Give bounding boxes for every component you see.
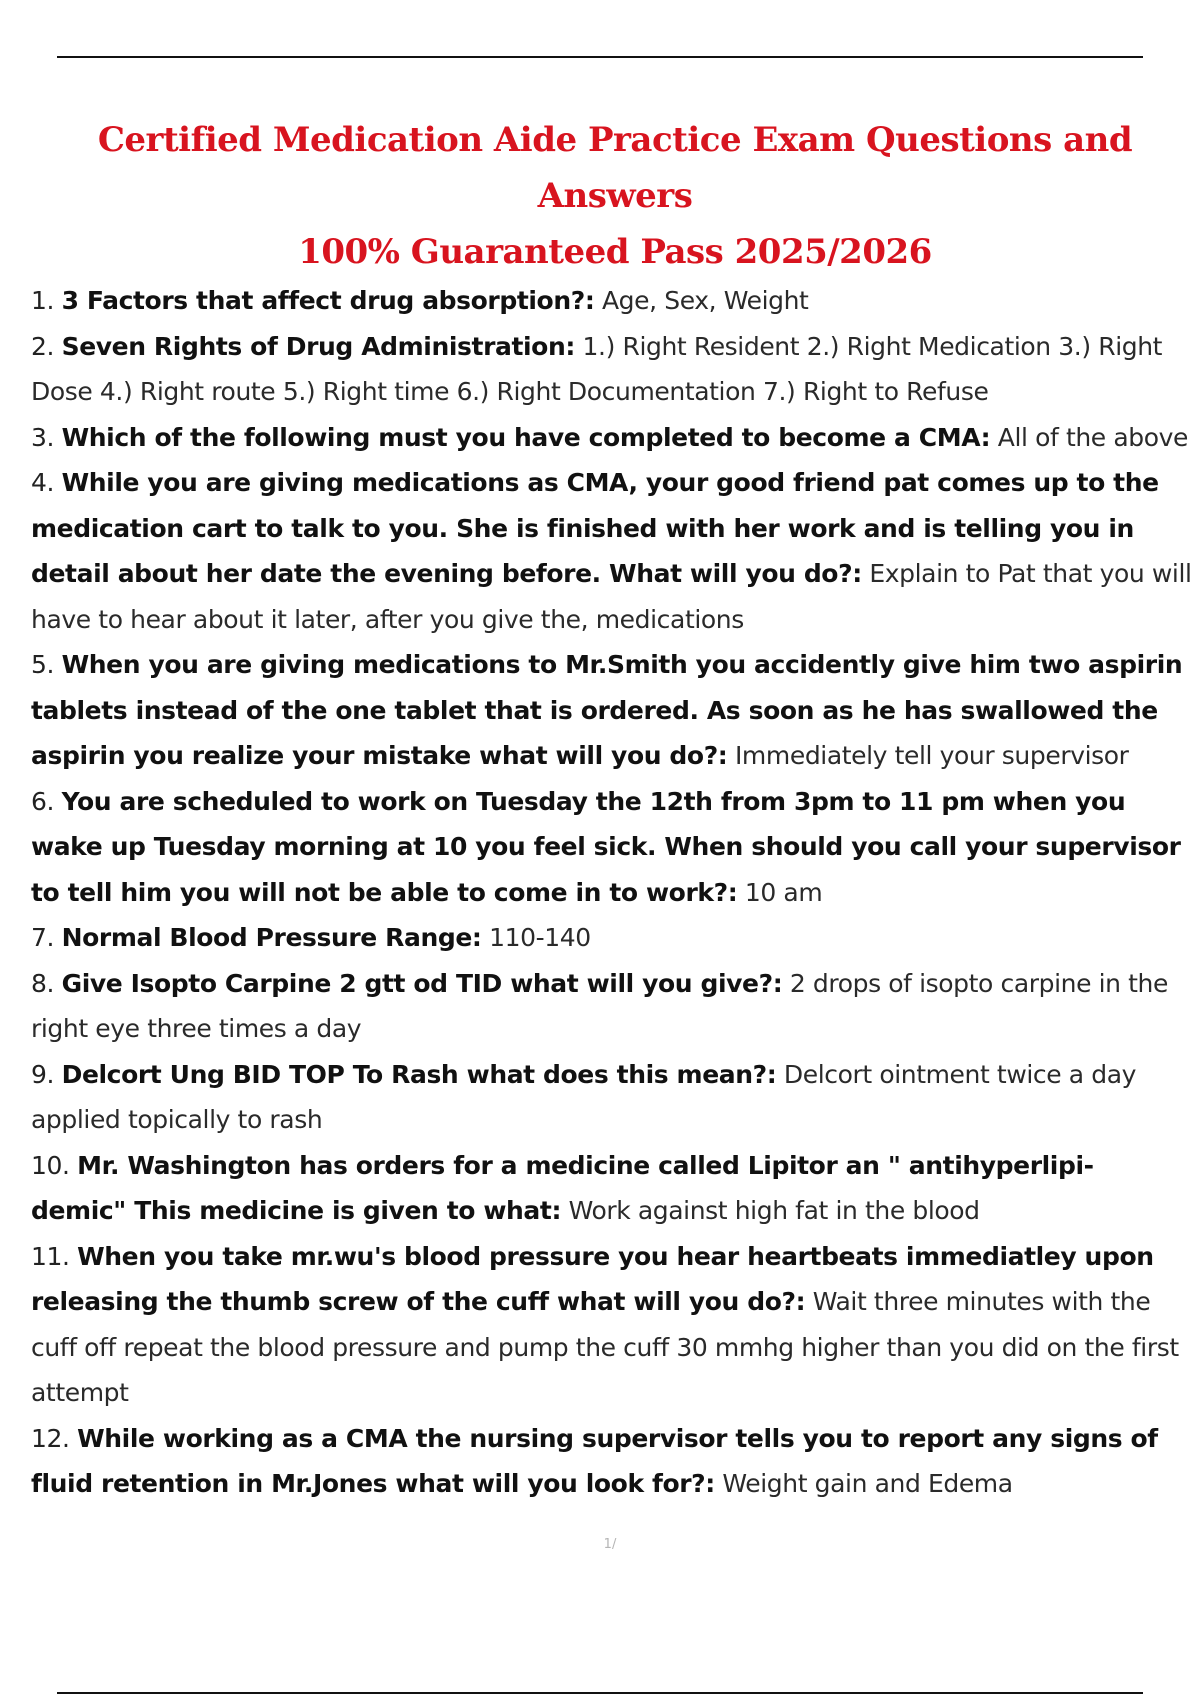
answer-text: Age, Sex, Weight <box>594 286 809 315</box>
question-text: Seven Rights of Drug Administration: <box>61 331 575 361</box>
question-item <box>31 961 1196 1052</box>
question-number: 8. <box>31 968 62 998</box>
bottom-rule <box>57 1692 1143 1694</box>
question-number: 7. <box>31 923 62 952</box>
answer-text: Immediately tell your supervisor <box>727 741 1129 770</box>
answer-text: Work against high fat in the blood <box>561 1196 980 1225</box>
top-rule <box>57 56 1143 58</box>
question-text: When you take mr.wu's blood pressure you hear heartbeats immediatley upon releasing the thumb screw of the cuff what will you do?: <box>31 1241 1154 1316</box>
question-number: 3. <box>31 422 62 452</box>
question-number: 9. <box>31 1059 62 1089</box>
question-text: 3 Factors that affect drug absorption?: <box>61 286 595 315</box>
question-number: 2. <box>31 331 62 361</box>
title-line-2: 100% Guaranteed Pass 2025/2026 <box>298 232 932 272</box>
question-number: 10. <box>31 1150 78 1180</box>
question-number: 5. <box>31 650 62 679</box>
question-item <box>31 915 1196 961</box>
question-item <box>31 1416 1196 1507</box>
title-line-1: Certified Medication Aide Practice Exam Questions and Answers <box>97 120 1133 216</box>
question-text: You are scheduled to work on Tuesday the 12th from 3pm to 11 pm when you wake up Tuesday morning at 10 you feel sick. When should you call your supervisor to tell him you will not be able to come in to work?: <box>31 786 1181 907</box>
question-list <box>31 278 1196 1507</box>
question-text: When you are giving medications to Mr.Smith you accidently give him two aspirin tablets instead of the one tablet that is ordered. As soon as he has swallowed the aspirin you realize your mistake what will you do?: <box>31 650 1183 770</box>
answer-text: 10 am <box>737 877 823 907</box>
question-text: While you are giving medications as CMA, your good friend pat comes up to the medication cart to talk to you. She is finished with her work and is telling you in detail about her date the evening before. What will you do?: <box>31 468 1159 588</box>
question-number: 12. <box>31 1423 78 1453</box>
question-number: 1. <box>31 286 62 315</box>
question-text: Delcort Ung BID TOP To Rash what does this mean?: <box>61 1059 777 1089</box>
question-number: 4. <box>31 468 62 497</box>
question-text: Which of the following must you have completed to become a CMA: <box>61 422 991 452</box>
answer-text: Delcort ointment twice a day applied topically to rash <box>31 1059 1137 1134</box>
question-number: 11. <box>31 1241 78 1271</box>
question-item <box>31 324 1196 415</box>
question-text: Mr. Washington has orders for a medicine called Lipitor an " antihyperlipi- demic" This medicine is given to what: <box>31 1150 1094 1225</box>
question-item <box>31 1052 1196 1143</box>
document-title <box>20 112 1200 280</box>
question-item <box>31 278 1196 324</box>
question-text: Give Isopto Carpine 2 gtt od TID what will you give?: <box>61 968 783 998</box>
page-number: 1/ <box>603 1537 617 1552</box>
question-item <box>31 460 1196 642</box>
answer-text: 2 drops of isopto carpine in the right eye three times a day <box>31 968 1168 1043</box>
question-item <box>31 1234 1196 1416</box>
answer-text: Weight gain and Edema <box>714 1469 1013 1498</box>
answer-text: All of the above <box>990 422 1188 452</box>
answer-text: 110-140 <box>481 923 591 952</box>
question-item <box>31 779 1196 916</box>
question-item <box>31 1143 1196 1234</box>
question-item <box>31 642 1196 779</box>
question-text: While working as a CMA the nursing supervisor tells you to report any signs of fluid retention in Mr.Jones what will you look for?: <box>31 1423 1158 1498</box>
answer-text: 1.) Right Resident 2.) Right Medication 3.) Right Dose 4.) Right route 5.) Right time 6.) Right Documentation 7.) Right to Refuse <box>31 331 1163 406</box>
answer-text: Explain to Pat that you will have to hear about it later, after you give the, medications <box>31 559 1192 634</box>
question-number: 6. <box>31 786 62 816</box>
answer-text: Wait three minutes with the cuff off repeat the blood pressure and pump the cuff 30 mmhg higher than you did on the first attempt <box>31 1287 1179 1407</box>
question-item <box>31 415 1196 461</box>
question-text: Normal Blood Pressure Range: <box>61 923 482 952</box>
